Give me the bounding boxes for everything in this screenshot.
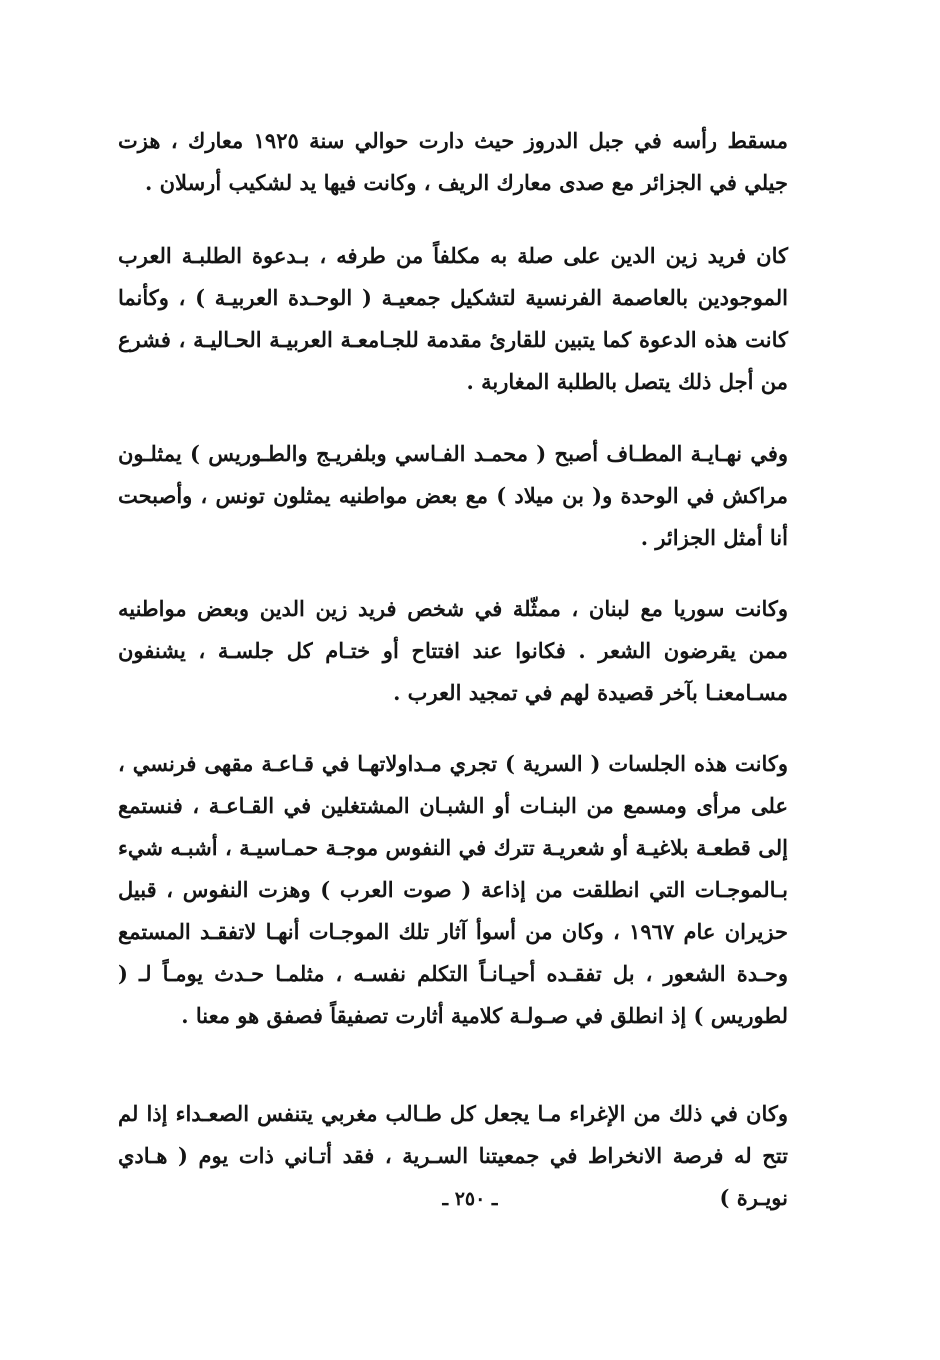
paragraph-2: كان فريد زين الدين على صلة به مكلفاً من طرفه ، بـدعوة الطلبـة العرب الموجودين بالعاصمة الفرنسية لتشكيل جمعيـة ( الوحـدة العربيـة ) ، وكأنما كانت هذه الدعوة كما يتبين للقارئ مقدمة للجـامعـة العربيـة الحـاليـة ، فشرع من أجل ذلك يتصل بالطلبة المغاربة . — [118, 243, 788, 394]
paragraph-4: وكانت سوريا مع لبنان ، ممثّلة في شخص فريد زين الدين وبعض مواطنيه ممن يقرضون الشعر . فكانوا عند افتتاح أو ختـام كل جلسـة ، يشنفون مسـامعنـا بآخر قصيدة لهم في تمجيد العرب . — [118, 596, 788, 705]
paragraph-1: مسقط رأسه في جبل الدروز حيث دارت حوالي سنة ١٩٢٥ معارك ، هزت جيلي في الجزائر مع صدى معارك الريف ، وكانت فيها يد لشكيب أرسلان . — [118, 128, 789, 195]
paragraph-6: وكان في ذلك من الإغراء مـا يجعل كل طـالب مغربي يتنفس الصعـداء إذا لم تتح له فرصة الانخراط في جمعيتنا السـرية ، فقد أتـاني ذات يوم ( هـادي نويـرة ) — [118, 1101, 788, 1210]
page-number: ـ ٢٥٠ ـ — [442, 1188, 498, 1210]
paragraph-5: وكانت هذه الجلسات ( السرية ) تجري مـداولاتهـا في قـاعـة مقهى فرنسي ، على مرأى ومسمع من البنـات أو الشبـان المشتغلين في القـاعـة ، فنستمع إلى قطعـة بلاغيـة أو شعريـة تترك في النفوس موجـة حمـاسيـة ، أشبـه شيء بـالموجـات التي انطلقت من إذاعة ( صوت العرب ) وهزت النفوس ، قبيل حزيران عام ١٩٦٧ ، وكان من أسوأ آثار تلك الموجـات أنهـا لاتفقـد المستمع وحـدة الشعور ، بل تفقـده أحيـانـاً التكلم نفسـه ، مثلمـا حـدث يومـاً لـ ( لطوريس ) إذ انطلق في صـولـة كلامية أثارت تصفيقاً فصفق هو معنا . — [118, 751, 788, 1028]
paragraph-3: وفي نهـايـة المطـاف أصبح ( محمـد الفـاسي وبلفريـج والطـوريس ) يمثلـون مراكش في الوحدة و( بن ميلاد ) مع بعض مواطنيه يمثلون تونس ، وأصبحت أنا أمثل الجزائر . — [118, 441, 788, 550]
